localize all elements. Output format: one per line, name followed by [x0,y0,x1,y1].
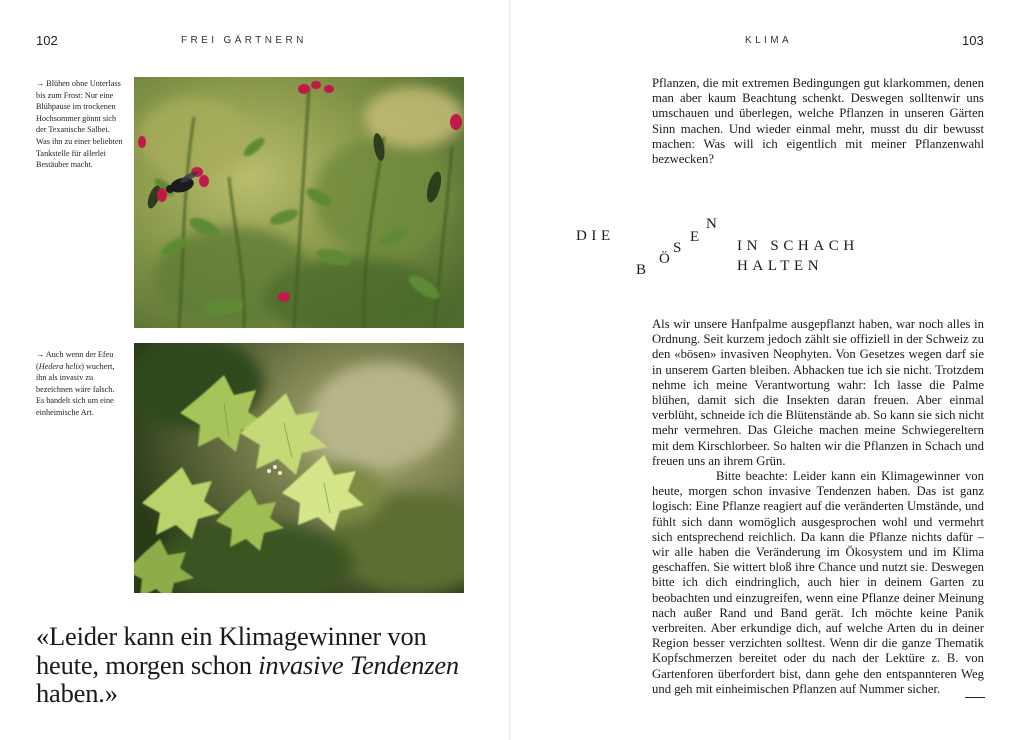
running-head-left: FREI GÄRTNERN [181,35,307,46]
intro-paragraph-text: Pflanzen, die mit extremen Bedingungen gut klarkommen, denen man aber kaum Beachtung schenkt. Deswegen solltenwir uns umschauen und überlegen, welche Pflanzen in unseren Gärten Sinn machen. Und wieder einmal mehr, musst du dir bewusst machen: Was will ich eigentlich mit meiner Pflanzenwahl bezwecken? [652,76,984,167]
page-number-right: 103 [962,33,984,48]
body-paragraph-1: Als wir unsere Hanfpalme ausgepflanzt haben, war noch alles in Ordnung. Seit kurzem jedoch zählt sie offiziell in der Schweiz zu den «bösen» invasiven Neophyten. Von Gesetzes wegen darf sie in unserem Garten bleiben. Abhacken tue ich sie nicht. Trotzdem nehme ich meine Verantwortung wahr: Ich lasse die Palme blühen, damit sich die Insekten daran freuen. Aber einmal verblüht, schneide ich die Blütenstände ab. So kann sie sich nicht mehr vermehren. Das Gleiche machen meine Schwiegereltern mit dem Kirschlorbeer. So halten wir die Pflanzen in Schach und freuen uns an ihrem Grün. [652,317,984,468]
pull-quote-part2: haben.» [36,678,118,708]
photo-ivy-hedera [134,343,464,593]
photo-salvia-with-bee [134,77,464,328]
heading-letter-s: S [673,240,686,256]
heading-letter-n: N [706,216,722,232]
main-body-text [652,317,984,697]
ivy-photo-graphic [134,343,464,593]
body-paragraph-2: Bitte beachte: Leider kann ein Klimagewinner von heute, morgen schon invasive Tendenzen haben. Das ist ganz logisch: Eine Pflanze reagiert auf die veränderten Umstände, und fühlt sich dann womöglich ausgesprochen wohl und vermehrt sich entsprechend reichlich. Da kann die Pflanze nichts dafür – wir alle haben die Veränderung im Ökosystem und im Klima geschaffen. Sie wittert bloß ihre Chance und nutzt sie. Deswegen bitte ich dich eindringlich, auch hier in deinem Garten zu beobachten und einzugreifen, wenn eine Pflanze deiner Meinung nach außer Rand und Band gerät. Ich möchte keine Panik verbreiten. Aber erkundige dich, auf welche Arten du in deiner Region besser verzichten solltest. Wenn dir die ganze Thematik Kopfschmerzen bereitet oder du nach der Lektüre z. B. von Gartenforen überfordert bist, dann gehe den entspannteren Weg und geh mit einheimischen Pflanzen auf Nummer sicher. [652,469,984,696]
photo-caption-salvia: → Blühen ohne Unterlass bis zum Frost: Nur eine Blühpause im trockenen Hochsommer gönnt sich der Texanische Salbei. Was ihn zu einer beliebten Tankstelle für allerlei Bestäuber macht. [36,79,123,170]
pull-quote-part1: «Leider kann ein Klimagewinner von heute, morgen schon [36,621,427,680]
end-mark-line [965,697,985,698]
heading-letter-oe: Ö [659,251,675,267]
running-head-right: KLIMA [745,35,793,46]
heading-word-die: DIE [576,228,615,244]
page-number-left: 102 [36,33,58,48]
book-gutter [509,0,511,740]
heading-letter-b: B [636,262,651,278]
salvia-photo-graphic [134,77,464,328]
caption-ivy-before: → Auch wenn der Efeu ( [36,350,114,371]
intro-paragraph [652,76,984,167]
pull-quote [36,622,476,708]
photo-caption-ivy [36,349,124,419]
heading-line-in-schach: IN SCHACH [737,238,859,254]
caption-ivy-after: ) wuchert, ihn als invasiv zu bezeichnen wäre falsch. Es handelt sich um eine einheimische Art. [36,361,115,417]
heading-letter-e: E [690,229,704,245]
caption-ivy-latin-name: Hedera helix [38,361,82,371]
pull-quote-italic: invasive Tendenzen [258,649,459,680]
heading-line-halten: HALTEN [737,258,824,274]
